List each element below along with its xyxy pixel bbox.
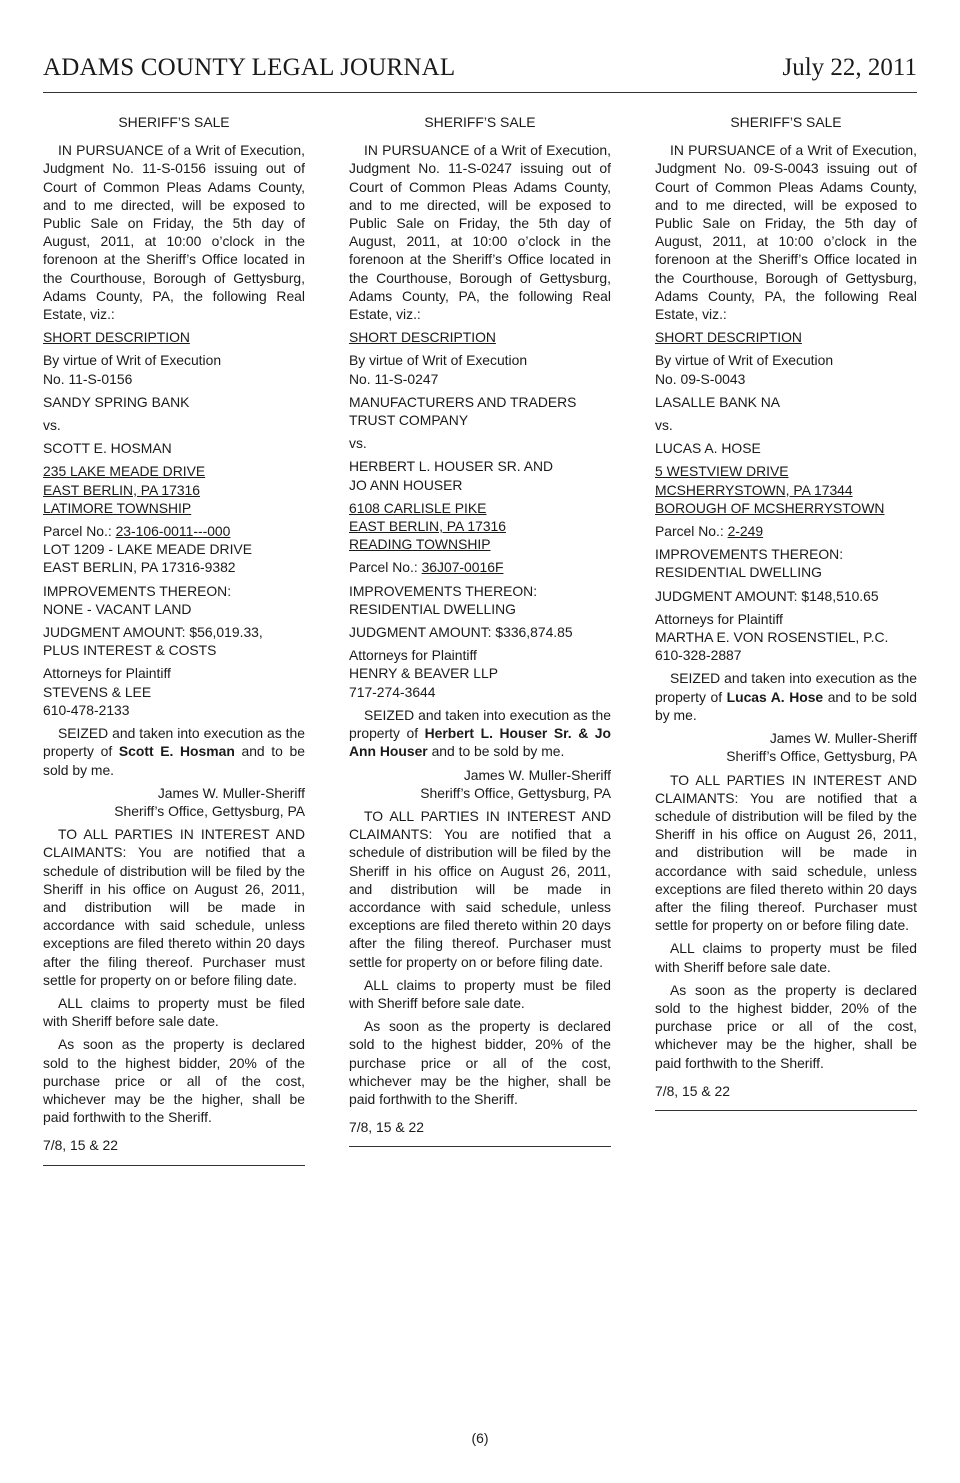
page-number: (6)	[471, 1430, 489, 1446]
parcel-and-lot: Parcel No.: 23-106-0011---000 LOT 1209 - LAKE MEADE DRIVE EAST BERLIN, PA 17316-9382	[43, 523, 252, 576]
publication-dates: 7/8, 15 & 22	[43, 1137, 118, 1154]
payment-terms: As soon as the property is declared sold to the highest bidder, 20% of the purchase price or all of the cost, whichever may be the higher, shall be paid forthwith to the Sheriff.	[349, 1018, 611, 1107]
sheriff-signature: James W. Muller-Sheriff Sheriff’s Office, Gettysburg, PA	[114, 784, 305, 819]
writ-reference: By virtue of Writ of Execution No. 11-S-0247	[349, 352, 528, 387]
notice-heading: SHERIFF’S SALE	[118, 114, 230, 130]
versus: vs.	[349, 435, 367, 452]
column-end-rule	[655, 1110, 917, 1111]
parcel-number: 2-249	[727, 523, 764, 540]
parcel-number-line: Parcel No.: 36J07-0016F	[349, 559, 504, 576]
short-description-label: SHORT DESCRIPTION	[655, 329, 802, 346]
judgment-amount: JUDGMENT AMOUNT: $336,874.85	[349, 624, 573, 641]
sheriff-sale-notice-1	[43, 113, 305, 1166]
distribution-notice: TO ALL PARTIES IN INTEREST AND CLAIMANTS: You are notified that a schedule of distribution will be filed by the Sheriff in his office on August 26, 2011, and distribution will be made in accordance with said schedule, unless exceptions are filed thereto within 20 days after the filing thereof. Purchaser must settle for property on or before filing date.	[349, 807, 611, 970]
seizure-statement: SEIZED and taken into execution as the property of Lucas A. Hose and to be sold by me.	[655, 670, 917, 723]
notice-intro: IN PURSUANCE of a Writ of Execution, Judgment No. 11-S-0247 issuing out of Court of Common Pleas Adams County, and to me directed, will be exposed to Public Sale on Friday, the 5th day of August, 2011, at 10:00 o’clock in the forenoon at the Sheriff’s Office located in the Courthouse, Borough of Gettysburg, Adams County, PA, the following Real Estate, viz.:	[349, 142, 611, 323]
journal-title: ADAMS COUNTY LEGAL JOURNAL	[43, 54, 456, 81]
plaintiff: LASALLE BANK NA	[655, 393, 781, 410]
judgment-amount: JUDGMENT AMOUNT: $56,019.33, PLUS INTEREST & COSTS	[43, 624, 263, 659]
claims-notice: ALL claims to property must be filed with Sheriff before sale date.	[349, 976, 611, 1011]
sheriff-sale-notice-2	[349, 113, 611, 1147]
notice-heading: SHERIFF’S SALE	[730, 114, 842, 130]
parcel-number: 23-106-0011---000	[115, 523, 231, 540]
defendant: LUCAS A. HOSE	[655, 440, 761, 457]
defendant: SCOTT E. HOSMAN	[43, 440, 172, 457]
plaintiff-attorneys: Attorneys for Plaintiff MARTHA E. VON ROSENSTIEL, P.C. 610-328-2887	[655, 610, 889, 664]
short-description-label: SHORT DESCRIPTION	[349, 329, 496, 346]
publication-dates: 7/8, 15 & 22	[349, 1119, 424, 1136]
column-end-rule	[43, 1165, 305, 1166]
plaintiff-attorneys: Attorneys for Plaintiff HENRY & BEAVER LLP 717-274-3644	[349, 647, 499, 700]
notice-intro: IN PURSUANCE of a Writ of Execution, Judgment No. 11-S-0156 issuing out of Court of Common Pleas Adams County, and to me directed, will be exposed to Public Sale on Friday, the 5th day of August, 2011, at 10:00 o’clock in the forenoon at the Sheriff’s Office located in the Courthouse, Borough of Gettysburg, Adams County, PA, the following Real Estate, viz.:	[43, 142, 305, 323]
publication-dates: 7/8, 15 & 22	[655, 1082, 730, 1099]
notice-intro: IN PURSUANCE of a Writ of Execution, Judgment No. 09-S-0043 issuing out of Court of Common Pleas Adams County, and to me directed, will be exposed to Public Sale on Friday, the 5th day of August, 2011, at 10:00 o’clock in the forenoon at the Sheriff’s Office located in the Courthouse, Borough of Gettysburg, Adams County, PA, the following Real Estate, viz.:	[655, 142, 917, 323]
writ-reference: By virtue of Writ of Execution No. 11-S-0156	[43, 352, 222, 387]
parcel-number-line: Parcel No.: 2-249	[655, 523, 764, 540]
sheriff-signature: James W. Muller-Sheriff Sheriff’s Office, Gettysburg, PA	[726, 730, 917, 765]
parcel-number: 36J07-0016F	[421, 559, 504, 576]
distribution-notice: TO ALL PARTIES IN INTEREST AND CLAIMANTS: You are notified that a schedule of distribution will be filed by the Sheriff in his office on August 26, 2011, and distribution will be made in accordance with said schedule, unless exceptions are filed thereto within 20 days after the filing thereof. Purchaser must settle for property on or before filing date.	[43, 826, 305, 988]
column-end-rule	[349, 1146, 611, 1147]
issue-date: July 22, 2011	[782, 54, 917, 81]
versus: vs.	[655, 417, 673, 434]
defendant: HERBERT L. HOUSER SR. AND JO ANN HOUSER	[349, 458, 554, 493]
property-address: 5 WESTVIEW DRIVE MCSHERRYSTOWN, PA 17344 BOROUGH OF MCSHERRYSTOWN	[655, 463, 885, 516]
claims-notice: ALL claims to property must be filed with Sheriff before sale date.	[43, 994, 305, 1030]
seizure-statement: SEIZED and taken into execution as the property of Herbert L. Houser Sr. & Jo Ann Houser and to be sold by me.	[349, 706, 611, 760]
sheriff-sale-notice-3	[655, 113, 917, 1111]
claims-notice: ALL claims to property must be filed with Sheriff before sale date.	[655, 940, 917, 975]
plaintiff: SANDY SPRING BANK	[43, 393, 190, 410]
judgment-amount: JUDGMENT AMOUNT: $148,510.65	[655, 587, 879, 604]
notice-heading: SHERIFF’S SALE	[424, 114, 536, 130]
plaintiff: MANUFACTURERS AND TRADERS TRUST COMPANY	[349, 393, 577, 429]
distribution-notice: TO ALL PARTIES IN INTEREST AND CLAIMANTS: You are notified that a schedule of distribution will be filed by the Sheriff in his office on August 26, 2011, and distribution will be made in accordance with said schedule, unless exceptions are filed thereto within 20 days after the filing thereof. Purchaser must settle for property on or before filing date.	[655, 771, 917, 934]
short-description-label: SHORT DESCRIPTION	[43, 329, 190, 346]
payment-terms: As soon as the property is declared sold to the highest bidder, 20% of the purchase price or all of the cost, whichever may be the higher, shall be paid forthwith to the Sheriff.	[43, 1036, 305, 1126]
plaintiff-attorneys: Attorneys for Plaintiff STEVENS & LEE 610-478-2133	[43, 665, 171, 718]
versus: vs.	[43, 417, 61, 434]
improvements: IMPROVEMENTS THEREON: RESIDENTIAL DWELLING	[655, 546, 844, 581]
seizure-statement: SEIZED and taken into execution as the property of Scott E. Hosman and to be sold by me.	[43, 725, 306, 778]
property-address: 6108 CARLISLE PIKE EAST BERLIN, PA 17316 READING TOWNSHIP	[349, 499, 507, 553]
improvements: IMPROVEMENTS THEREON: NONE - VACANT LAND	[43, 582, 232, 617]
sheriff-signature: James W. Muller-Sheriff Sheriff’s Office, Gettysburg, PA	[420, 766, 611, 801]
payment-terms: As soon as the property is declared sold to the highest bidder, 20% of the purchase price or all of the cost, whichever may be the higher, shall be paid forthwith to the Sheriff.	[655, 981, 917, 1071]
improvements: IMPROVEMENTS THEREON: RESIDENTIAL DWELLING	[349, 582, 538, 617]
property-address: 235 LAKE MEADE DRIVE EAST BERLIN, PA 17316 LATIMORE TOWNSHIP	[43, 463, 206, 516]
writ-reference: By virtue of Writ of Execution No. 09-S-0043	[655, 352, 834, 387]
masthead	[43, 52, 917, 93]
